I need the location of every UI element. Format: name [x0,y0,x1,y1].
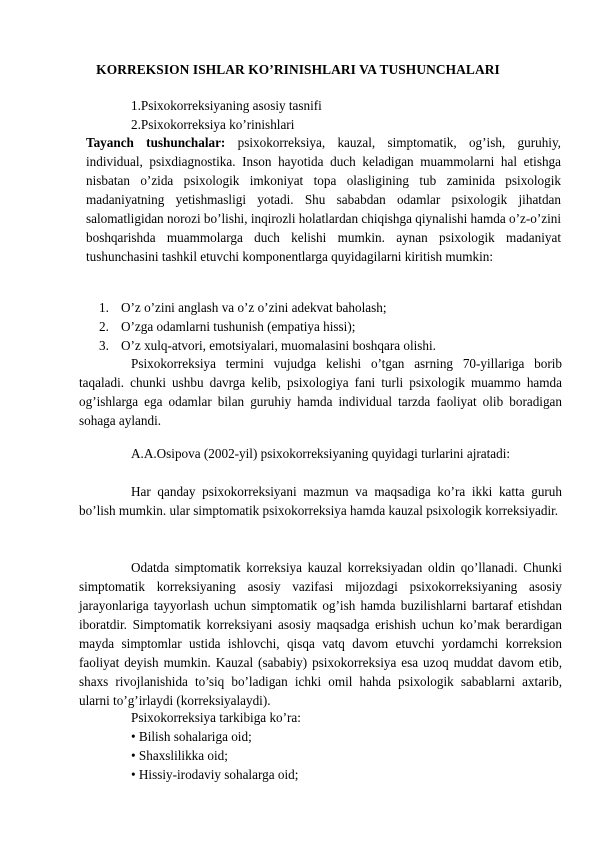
page-title: KORREKSION ISHLAR KO’RINISHLARI VA TUSHUNCHALARI [96,62,500,77]
list-item [99,336,436,355]
key-concepts-paragraph [86,133,561,266]
types-paragraph [79,482,562,520]
list-text: O’z o’zini anglash va o’z o’zini adekvat baholash; [121,300,387,315]
key-concepts-text: psixokorreksiya, kauzal, simptomatik, og’ish, guruhiy, individual, psixdiagnostika. Inson hayotida duch keladigan muammolarni hal etishga nisbatan o’zida psixologik imkoniyat topa olasligining tub zaminida psixologik madaniyatning yetishmasligi yotadi. Shu sababdan odamlar psixologik jihatdan salomatligidan norozi bo’lishi, inqirozli holatlardan chiqishga qiynalishi hamda o’z-o’zini boshqarishda muammolarga duch kelishi mumkin. aynan psixologik madaniyat tushunchasini tashkil etuvchi komponentlarga quyidagilarni kiritish mumkin: [86,135,562,264]
list-number: 3. [99,338,109,353]
list-item [99,317,436,336]
list-item: • Bilish sohalariga oid; [131,729,252,744]
plan-item-1: 1.Psixokorreksiyaning asosiy tasnifi [131,98,322,113]
types-text: Har qanday psixokorreksiyani mazmun va maqsadiga ko’ra ikki katta guruh bo’lish mumkin. ular simptomatik psixokorreksiya hamda kauzal psixologik korreksiyadir. [79,484,562,518]
components-list [99,298,436,355]
plan-item-2: 2.Psixokorreksiya ko’rinishlari [131,117,295,132]
list-item: • Shaxslilikka oid; [131,748,228,763]
key-concepts-lead: Tayanch tushunchalar: [86,135,226,150]
history-paragraph [79,354,562,430]
symptomatic-text: Odatda simptomatik korreksiya kauzal korreksiyadan oldin qo’llanadi. Chunki simptomatik korreksiyaning asosiy vazifasi mijozdagi psixokorreksiyaning asosiy jarayonlariga tayyorlash uchun simptomatik og’ish hamda buzilishlarni bartaraf etishdan iboratdir. Simptomatik korreksiyani asosiy maqsadga erishish uchun ko’mak berardigan mayda simptomlar ustida ishlovchi, qisqa vatq davom etuvchi yordamchi korreksion faoliyat deyish mumkin. Kauzal (sababiy) psixokorreksiya esa uzoq muddat davom etib, shaxs rivojlanishida to’siq bo’ladigan ichki omil hahda psixologik sabablarni axtarib, ularni to’g’irlaydi (korreksiyalaydi). [79,560,562,708]
list-text: O’zga odamlarni tushunish (empatiya hissi); [121,319,356,334]
list-item: • Hissiy-irodaviy sohalarga oid; [131,767,299,782]
lecture-plan [131,96,322,134]
list-number: 1. [99,300,109,315]
history-text: Psixokorreksiya termini vujudga kelishi o’tgan asrning 70-yillariga borib taqaladi. chunki ushbu davrga kelib, psixologiya fani turli psixologik muammo hamda og’ishlarga ega odamlar bilan guruhiy hamda individual tarzda faoliyat olib boradigan sohaga aylandi. [79,356,562,428]
structure-list [131,727,298,784]
list-text: O’z xulq-atvori, emotsiyalari, muomalasini boshqara olishi. [121,338,436,353]
symptomatic-paragraph [79,558,562,710]
list-item [99,298,436,317]
structure-heading: Psixokorreksiya tarkibiga ko’ra: [131,710,301,725]
osipova-paragraph: A.A.Osipova (2002-yil) psixokorreksiyaning quyidagi turlarini ajratadi: [131,446,511,461]
list-number: 2. [99,319,109,334]
